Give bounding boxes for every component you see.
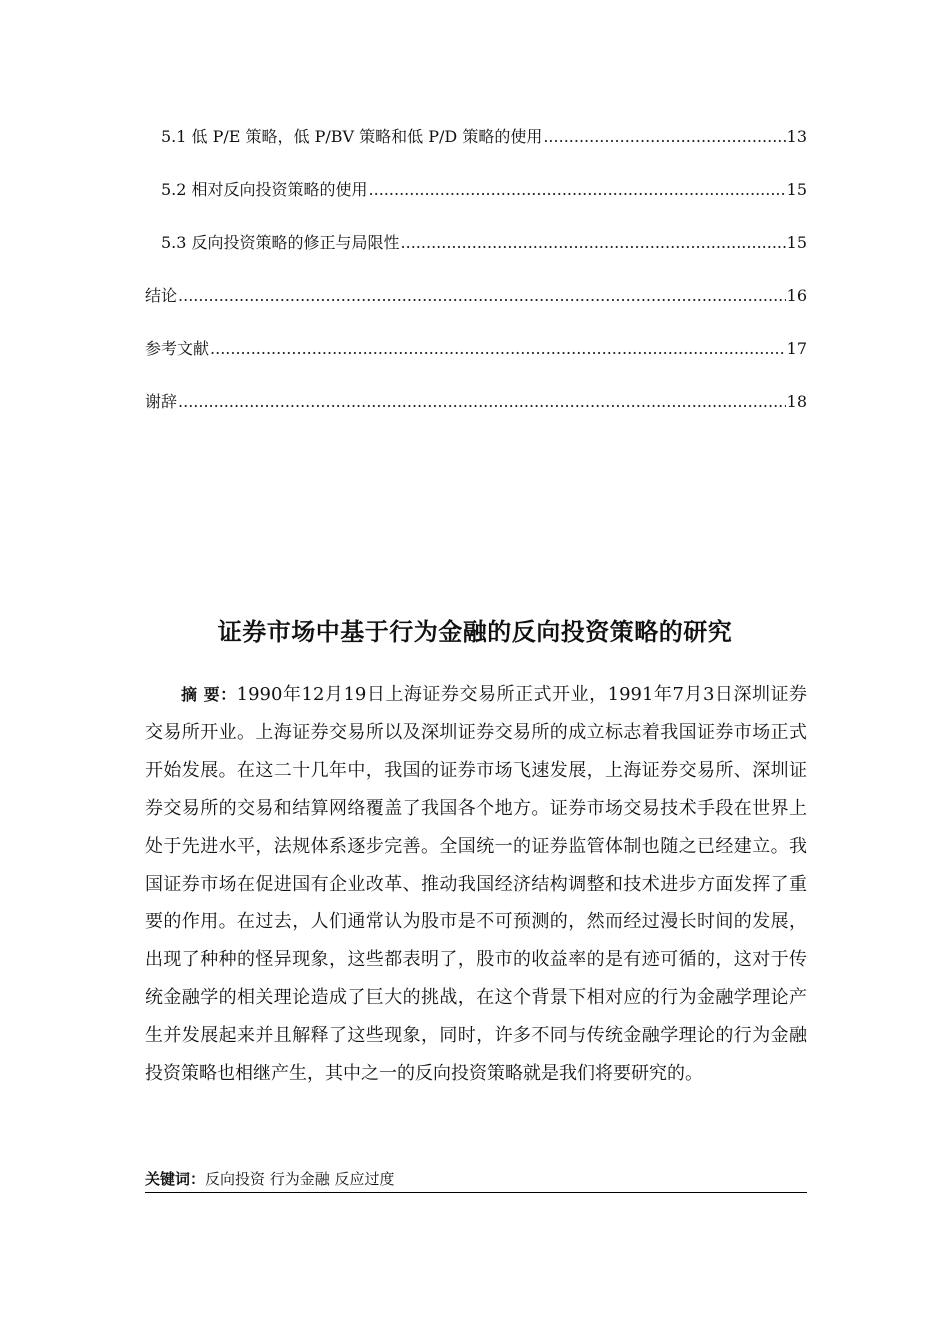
toc-entry-page: 15 (786, 180, 807, 199)
toc-entry-page: 18 (786, 392, 807, 411)
toc-leader-dots (178, 281, 786, 311)
toc-entry-label: 结论 (145, 286, 178, 305)
table-of-contents (145, 122, 807, 440)
abstract-paragraph (145, 676, 807, 1093)
toc-entry-references[interactable] (145, 334, 807, 387)
toc-entry-label: 5.3 反向投资策略的修正与局限性 (161, 233, 400, 252)
keywords-text: 反向投资 行为金融 反应过度 (205, 1170, 395, 1188)
toc-entry-acknowledgements[interactable] (145, 387, 807, 440)
toc-entry-page: 16 (786, 286, 807, 305)
toc-leader-dots (543, 122, 785, 152)
keywords-line (145, 1168, 807, 1193)
toc-leader-dots (210, 334, 786, 364)
keywords-label: 关键词： (145, 1170, 206, 1188)
toc-entry-page: 15 (786, 233, 807, 252)
toc-entry-label: 5.1 低 P/E 策略，低 P/BV 策略和低 P/D 策略的使用 (161, 127, 543, 146)
toc-entry-label: 参考文献 (145, 339, 210, 358)
toc-entry-5-2[interactable] (145, 175, 807, 228)
toc-entry-label: 5.2 相对反向投资策略的使用 (161, 180, 368, 199)
toc-leader-dots (178, 387, 786, 417)
abstract-label: 摘 要： (181, 685, 237, 704)
toc-leader-dots (401, 228, 786, 258)
abstract-text: 1990年12月19日上海证券交易所正式开业，1991年7月3日深圳证券交易所开业。上海证券交易所以及深圳证券交易所的成立标志着我国证券市场正式开始发展。在这二十几年中，我国的证券市场飞速发展，上海证券交易所、深圳证券交易所的交易和结算网络覆盖了我国各个地方。证券市场交易技术手段在世界上处于先进水平，法规体系逐步完善。全国统一的证券监管体制也随之已经建立。我国证券市场在促进国有企业改革、推动我国经济结构调整和技术进步方面发挥了重要的作用。在过去，人们通常认为股市是不可预测的，然而经过漫长时间的发展，出现了种种的怪异现象，这些都表明了，股市的收益率的是有迹可循的，这对于传统金融学的相关理论造成了巨大的挑战，在这个背景下相对应的行为金融学理论产生并发展起来并且解释了这些现象，同时，许多不同与传统金融学理论的行为金融投资策略也相继产生，其中之一的反向投资策略就是我们将要研究的。 (145, 684, 808, 1085)
toc-leader-dots (369, 175, 786, 205)
toc-entry-page: 13 (786, 127, 807, 146)
toc-entry-page: 17 (786, 339, 807, 358)
toc-entry-5-1[interactable] (145, 122, 807, 175)
toc-entry-label: 谢辞 (145, 392, 178, 411)
toc-entry-conclusion[interactable] (145, 281, 807, 334)
paper-title: 证券市场中基于行为金融的反向投资策略的研究 (217, 618, 733, 646)
toc-entry-5-3[interactable] (145, 228, 807, 281)
